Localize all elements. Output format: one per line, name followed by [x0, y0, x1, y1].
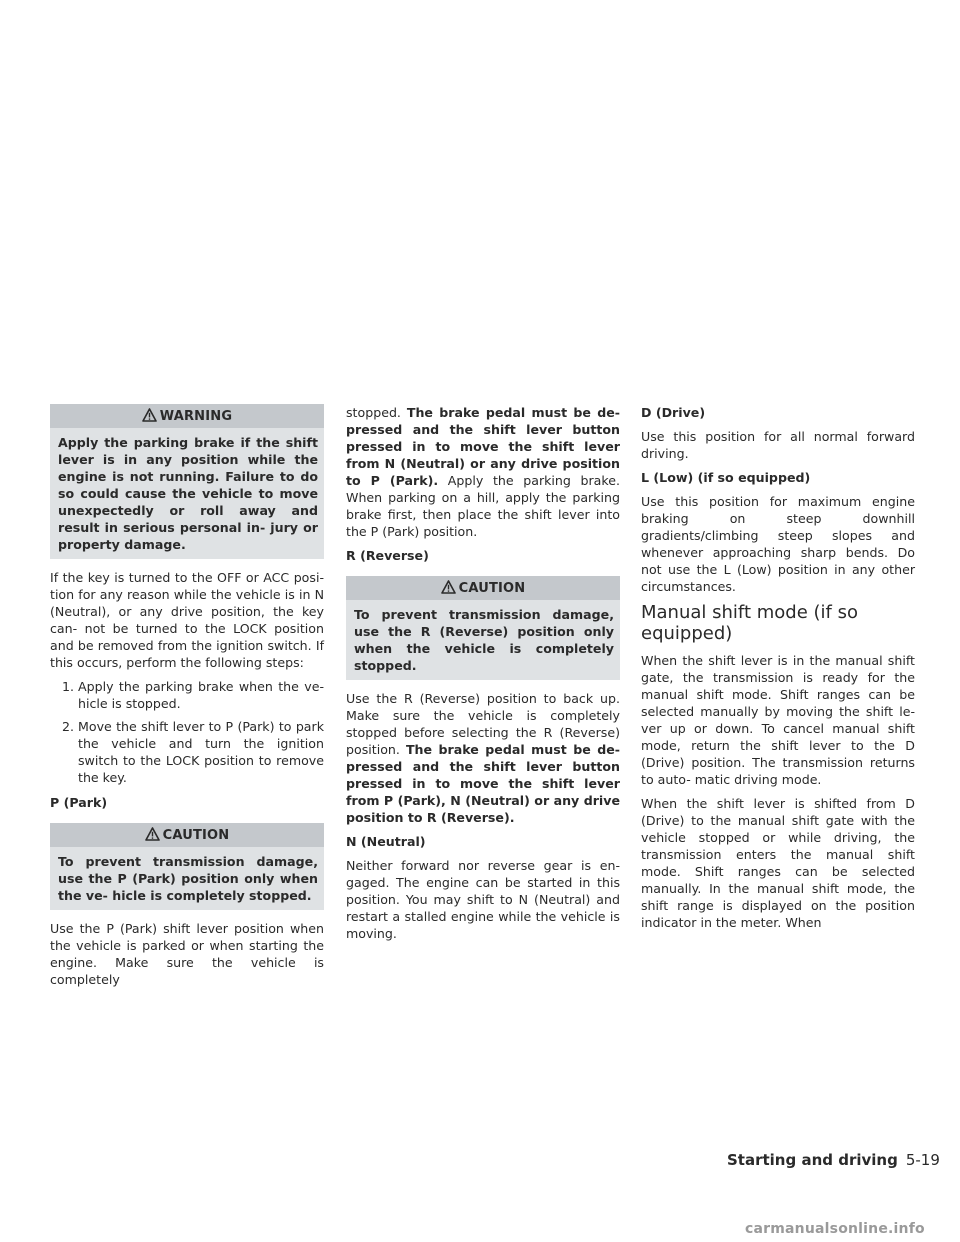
warning-body: Apply the parking brake if the shift lever is in any position while the engine is not running. Failure to do so could cause the vehicle to move unexpectedly or roll away and result in serious personal in- jury or property damage. — [50, 428, 324, 559]
warning-icon — [441, 580, 456, 594]
step-number: 1. — [62, 679, 75, 694]
caution-header — [346, 576, 620, 600]
watermark: carmanualsonline.info — [745, 1221, 925, 1237]
paragraph-neutral: Neither forward nor reverse gear is en- gaged. The engine can be started in this position. You may shift to N (Neutral) and restart a stalled engine while the vehicle is moving. — [346, 858, 620, 941]
text-plain: stopped. — [346, 405, 401, 420]
low-heading: L (Low) (if so equipped) — [641, 470, 811, 485]
page-number: 5-19 — [905, 1151, 940, 1169]
reverse-heading: R (Reverse) — [346, 548, 429, 563]
text-plain: Apply the parking brake. When parking on a hill, apply the parking brake first, then place the shift lever into the P (Park) position. — [346, 473, 620, 539]
step-text: Apply the parking brake when the ve- hicle is stopped. — [78, 679, 324, 711]
page-footer — [727, 1151, 940, 1169]
warning-title: WARNING — [159, 409, 233, 424]
paragraph-manual-1: When the shift lever is in the manual shift gate, the transmission is ready for the manual shift mode. Shift ranges can be selected manually by moving the shift le- ver up or down. To cancel manual shift mode, return the shift lever to the D (Drive) position. The transmission returns to auto- matic driving mode. — [641, 653, 915, 787]
warning-icon — [145, 827, 160, 841]
park-heading: P (Park) — [50, 795, 108, 810]
caution-title: CAUTION — [458, 581, 526, 596]
text-bold: The brake pedal must be de- pressed and the shift lever button pressed in to move the shift lever from N (Neutral) or any drive position to P (Park). — [346, 405, 620, 488]
step-text: Move the shift lever to P (Park) to park the vehicle and turn the ignition switch to the LOCK position to remove the key. — [78, 719, 324, 785]
section-title: Starting and driving — [727, 1151, 898, 1169]
neutral-heading: N (Neutral) — [346, 834, 426, 849]
paragraph-manual-2: When the shift lever is shifted from D (Drive) to the manual shift gate with the vehicle stopped or while driving, the transmission enters the manual shift mode. Shift ranges can be selected manually. In the manual shift mode, the shift range is displayed on the position indicator in the meter. When — [641, 796, 915, 930]
manual-shift-heading: Manual shift mode (if so equipped) — [641, 602, 858, 644]
text-plain: Use the R (Reverse) position to back up. Make sure the vehicle is completely stopped before selecting the R (Reverse) position. — [346, 691, 620, 757]
paragraph-key-position: If the key is turned to the OFF or ACC posi- tion for any reason while the vehicle is in N (Neutral), or any drive position, the key can- not be turned to the LOCK position and be removed from the ignition switch. If this occurs, perform the following steps: — [50, 570, 324, 670]
caution-box-reverse — [346, 576, 620, 680]
paragraph-reverse — [346, 690, 620, 826]
warning-box — [50, 404, 324, 559]
paragraph-park-continued — [346, 404, 620, 540]
column-2 — [346, 404, 620, 949]
step-number: 2. — [62, 719, 75, 734]
caution-header — [50, 823, 324, 847]
warning-icon — [142, 408, 157, 422]
paragraph-park: Use the P (Park) shift lever position when the vehicle is parked or when starting the engine. Make sure the vehicle is completely — [50, 921, 324, 987]
drive-heading: D (Drive) — [641, 405, 706, 420]
paragraph-drive: Use this position for all normal forward driving. — [641, 429, 915, 461]
paragraph-low: Use this position for maximum engine braking on steep downhill gradients/climbing steep slopes and whenever approaching sharp bends. Do not use the L (Low) position in any other circumstances. — [641, 494, 915, 594]
steps-list — [50, 678, 324, 786]
caution-title: CAUTION — [162, 828, 230, 843]
caution-body: To prevent transmission damage, use the R (Reverse) position only when the vehicle is completely stopped. — [346, 600, 620, 680]
caution-box-park — [50, 823, 324, 910]
column-3 — [641, 404, 915, 938]
list-item — [50, 678, 324, 712]
column-1 — [50, 404, 324, 995]
text-bold: The brake pedal must be de- pressed and the shift lever button pressed in to move the shift lever from P (Park), N (Neutral) or any drive position to R (Reverse). — [346, 742, 620, 825]
caution-body: To prevent transmission damage, use the P (Park) position only when the ve- hicle is completely stopped. — [50, 847, 324, 910]
list-item — [50, 718, 324, 786]
warning-header — [50, 404, 324, 428]
